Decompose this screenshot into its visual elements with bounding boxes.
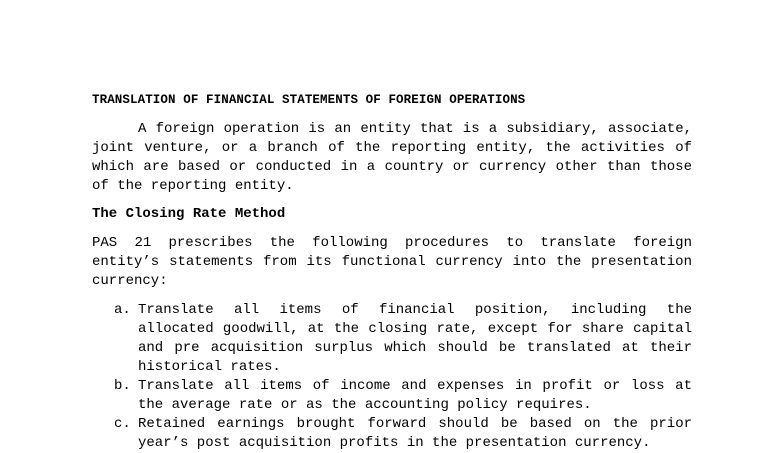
list-marker: c. bbox=[114, 416, 131, 432]
list-item bbox=[114, 415, 692, 453]
body-paragraph: PAS 21 prescribes the following procedures to translate foreign entity’s statements from its functional currency into the presentation currency: bbox=[92, 235, 692, 289]
list-item-text: Translate all items of financial position, including the allocated goodwill, at the closing rate, except for share capital and pre acquisition surplus which should be translated at their historical rates. bbox=[138, 302, 692, 375]
list-item bbox=[114, 301, 692, 377]
list-marker: b. bbox=[114, 378, 131, 394]
intro-paragraph bbox=[92, 120, 692, 196]
list-item bbox=[114, 377, 692, 415]
section-heading: TRANSLATION OF FINANCIAL STATEMENTS OF FOREIGN OPERATIONS bbox=[92, 93, 526, 107]
list-marker: a. bbox=[114, 302, 131, 318]
list-item-text: Retained earnings brought forward should be based on the prior year’s post acquisition profits in the presentation currency. bbox=[138, 416, 692, 451]
list-item-text: Translate all items of income and expenses in profit or loss at the average rate or as the accounting policy requires. bbox=[138, 378, 692, 413]
intro-text: A foreign operation is an entity that is a subsidiary, associate, joint venture, or a branch of the reporting entity, the activities of which are based or conducted in a country or currency other than those of the reporting entity. bbox=[92, 121, 692, 194]
subsection-heading: The Closing Rate Method bbox=[92, 206, 286, 222]
procedure-list bbox=[114, 301, 692, 453]
